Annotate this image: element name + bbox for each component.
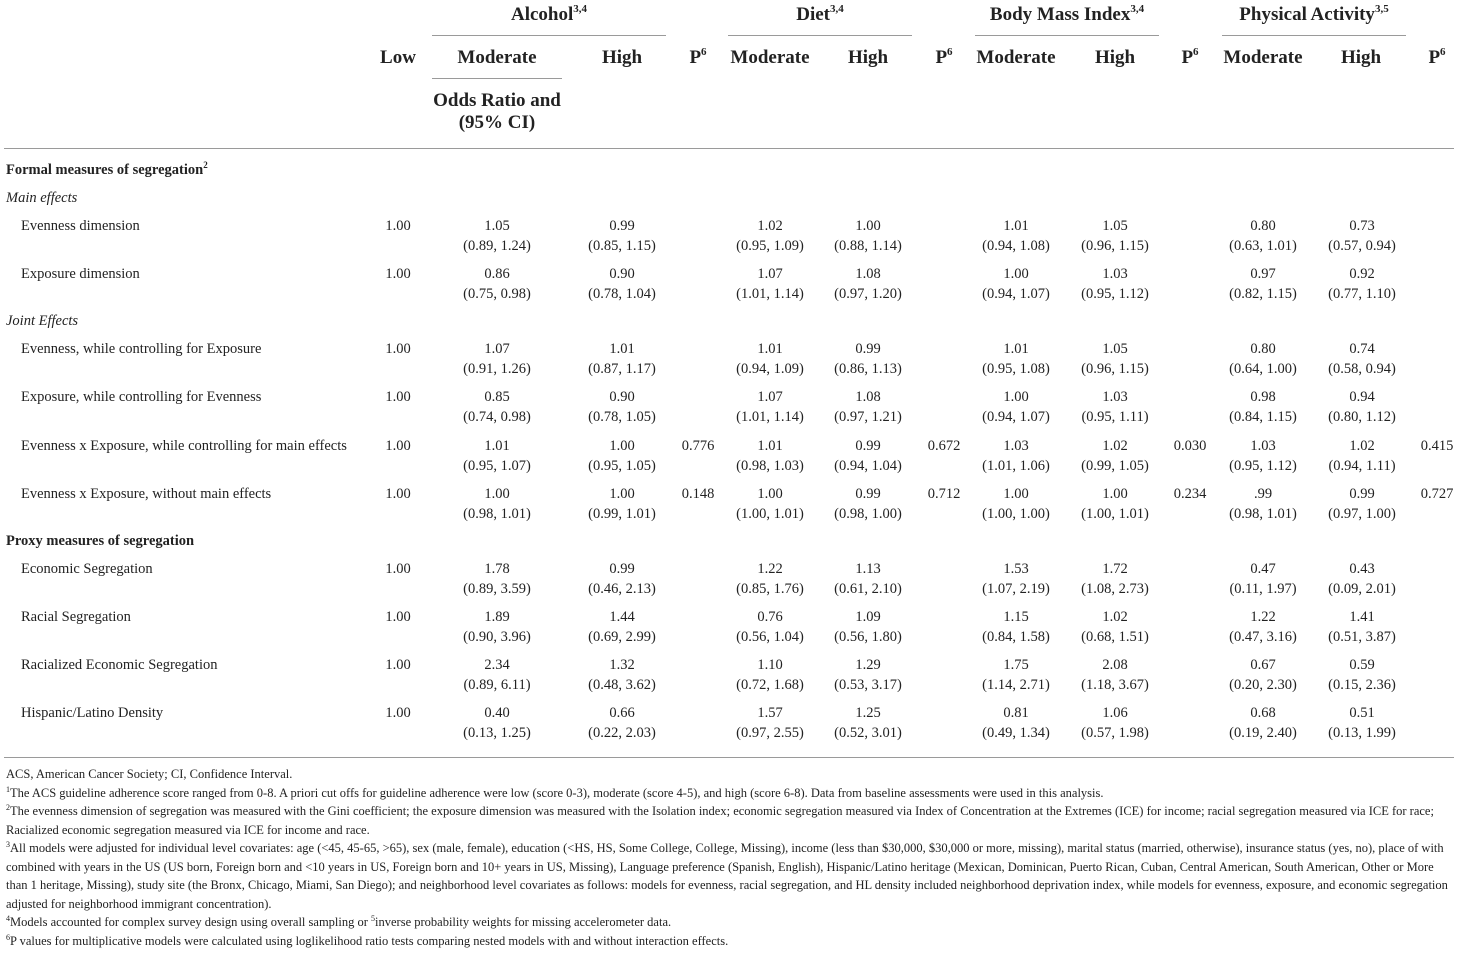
col-header-alcohol-moderate: Moderate <box>457 47 537 68</box>
cell-estimate: 1.09 <box>855 609 881 625</box>
cell-estimate: 1.00 <box>609 438 635 454</box>
cell-estimate: 0.90 <box>609 266 635 282</box>
cell-estimate: 1.22 <box>1250 609 1276 625</box>
col-header-bmi-moderate: Moderate <box>976 47 1056 68</box>
cell-estimate: 1.13 <box>855 561 881 577</box>
cell-estimate: 1.01 <box>1003 341 1029 357</box>
cell-estimate: 1.02 <box>1349 438 1375 454</box>
subsection-joint-effects: Joint Effects <box>6 313 79 329</box>
group-header-bmi: Body Mass Index$^{3,4}$ <box>989 3 1145 25</box>
cell-ci: (0.72, 1.68) <box>736 677 804 693</box>
cell-estimate: 1.03 <box>1102 389 1128 405</box>
cell-estimate: 1.00 <box>855 218 881 234</box>
cell-ci: (0.97, 1.20) <box>834 286 902 302</box>
cell-ci: (0.74, 0.98) <box>463 409 531 425</box>
cell-estimate: 1.02 <box>1102 609 1128 625</box>
cell-estimate: 0.47 <box>1250 561 1276 577</box>
cell-low: 1.00 <box>385 389 411 405</box>
cell-ci: (0.95, 1.09) <box>736 238 804 254</box>
cell-estimate: 0.73 <box>1349 218 1375 234</box>
cell-estimate: 1.00 <box>1102 486 1128 502</box>
cell-ci: (0.95, 1.07) <box>463 458 531 474</box>
cell-ci: (0.90, 3.96) <box>463 629 531 645</box>
cell-estimate: 1.05 <box>1102 341 1128 357</box>
footnote-6: $^6$P values for multiplicative models were calculated using loglikelihood ratio tests comparing nested models with and without interaction effects. <box>6 932 729 948</box>
cell-estimate: 0.99 <box>855 341 881 357</box>
cell-estimate: 0.80 <box>1250 218 1276 234</box>
cell-estimate: 1.44 <box>609 609 635 625</box>
cell-ci: (0.13, 1.99) <box>1328 725 1396 741</box>
row-label: Evenness, while controlling for Exposure <box>21 341 262 357</box>
cell-estimate: 1.72 <box>1102 561 1128 577</box>
cell-p-value: 0.234 <box>1173 486 1207 502</box>
cell-low: 1.00 <box>385 561 411 577</box>
cell-ci: (0.89, 3.59) <box>463 581 531 597</box>
cell-ci: (0.09, 2.01) <box>1328 581 1396 597</box>
cell-estimate: 1.00 <box>1003 389 1029 405</box>
cell-ci: (0.58, 0.94) <box>1328 361 1396 377</box>
cell-estimate: 1.05 <box>1102 218 1128 234</box>
cell-ci: (0.94, 1.04) <box>834 458 902 474</box>
cell-ci: (0.96, 1.15) <box>1081 238 1149 254</box>
cell-low: 1.00 <box>385 657 411 673</box>
group-header-physical-activity: Physical Activity$^{3,5}$ <box>1239 3 1389 25</box>
group-rule-bmi <box>975 35 1159 36</box>
cell-ci: (1.01, 1.14) <box>736 409 804 425</box>
cell-estimate: 0.76 <box>757 609 783 625</box>
row-label: Exposure dimension <box>21 266 140 282</box>
cell-estimate: 0.98 <box>1250 389 1276 405</box>
cell-estimate: 1.00 <box>484 486 510 502</box>
cell-low: 1.00 <box>385 341 411 357</box>
cell-estimate: 1.05 <box>484 218 510 234</box>
footnote-abbrev: ACS, American Cancer Society; CI, Confidence Interval. <box>6 767 293 781</box>
cell-estimate: 1.15 <box>1003 609 1029 625</box>
col-header-alcohol-high: High <box>601 47 643 68</box>
cell-estimate: .99 <box>1253 486 1273 502</box>
cell-estimate: 1.07 <box>484 341 510 357</box>
cell-estimate: 1.41 <box>1349 609 1375 625</box>
footnote-4: $^4$Models accounted for complex survey design using overall sampling or $^5$inverse probability weights for missing accelerometer data. <box>6 914 672 929</box>
cell-ci: (0.88, 1.14) <box>834 238 902 254</box>
cell-ci: (0.97, 1.00) <box>1328 506 1396 522</box>
cell-estimate: 0.99 <box>855 438 881 454</box>
cell-ci: (0.78, 1.04) <box>588 286 656 302</box>
cell-estimate: 1.02 <box>1102 438 1128 454</box>
row-label: Exposure, while controlling for Evenness <box>21 389 262 405</box>
cell-estimate: 0.94 <box>1349 389 1375 405</box>
cell-ci: (0.94, 1.07) <box>982 409 1050 425</box>
cell-estimate: 1.00 <box>609 486 635 502</box>
col-header-alcohol-p: $P^6$ <box>689 46 707 68</box>
cell-estimate: 2.08 <box>1102 657 1128 673</box>
cell-ci: (0.95, 1.12) <box>1229 458 1297 474</box>
header-bottom-rule <box>4 148 1454 149</box>
cell-p-value: 0.148 <box>681 486 715 502</box>
cell-ci: (0.11, 1.97) <box>1229 581 1297 597</box>
cell-ci: (0.15, 2.36) <box>1328 677 1396 693</box>
cell-ci: (0.86, 1.13) <box>834 361 902 377</box>
cell-ci: (0.77, 1.10) <box>1328 286 1396 302</box>
cell-estimate: 0.99 <box>855 486 881 502</box>
group-header-diet: Diet$^{3,4}$ <box>796 3 844 25</box>
group-rule-alcohol <box>432 35 666 36</box>
footnote-2: $^2$The evenness dimension of segregation was measured with the Gini coefficient; the exposure dimension was measured with the Isolation index; economic segregation measured via Index of Concentration at the Extremes (ICE) for income; racial segregation measured via ICE for race; Racialized economic segregation measured via ICE for income and race. <box>6 803 1434 837</box>
cell-estimate: 0.97 <box>1250 266 1276 282</box>
cell-low: 1.00 <box>385 486 411 502</box>
col-header-pa-moderate: Moderate <box>1223 47 1303 68</box>
cell-ci: (0.98, 1.03) <box>736 458 804 474</box>
cell-ci: (1.00, 1.01) <box>736 506 804 522</box>
cell-estimate: 1.25 <box>855 705 881 721</box>
cell-estimate: 0.40 <box>484 705 510 721</box>
cell-ci: (0.95, 1.08) <box>982 361 1050 377</box>
cell-estimate: 1.10 <box>757 657 783 673</box>
cell-ci: (0.89, 6.11) <box>463 677 531 693</box>
cell-estimate: 0.74 <box>1349 341 1375 357</box>
table-bottom-rule <box>4 757 1454 758</box>
cell-estimate: 0.66 <box>609 705 635 721</box>
group-rule-diet <box>728 35 912 36</box>
cell-estimate: 0.43 <box>1349 561 1375 577</box>
cell-ci: (0.89, 1.24) <box>463 238 531 254</box>
cell-p-value: 0.776 <box>681 438 715 454</box>
row-label: Hispanic/Latino Density <box>21 705 164 721</box>
cell-estimate: 1.00 <box>1003 266 1029 282</box>
cell-ci: (1.01, 1.14) <box>736 286 804 302</box>
row-label: Evenness dimension <box>21 218 140 234</box>
cell-ci: (0.22, 2.03) <box>588 725 656 741</box>
col-header-bmi-high: High <box>1094 47 1136 68</box>
cell-ci: (0.63, 1.01) <box>1229 238 1297 254</box>
cell-estimate: 1.02 <box>757 218 783 234</box>
cell-estimate: 0.90 <box>609 389 635 405</box>
cell-estimate: 1.08 <box>855 266 881 282</box>
cell-ci: (0.97, 2.55) <box>736 725 804 741</box>
cell-low: 1.00 <box>385 705 411 721</box>
cell-ci: (0.84, 1.58) <box>982 629 1050 645</box>
cell-estimate: 1.01 <box>757 341 783 357</box>
cell-ci: (0.99, 1.01) <box>588 506 656 522</box>
cell-estimate: 0.51 <box>1349 705 1375 721</box>
col-header-low: Low <box>380 47 416 68</box>
subsection-main-effects: Main effects <box>6 190 78 206</box>
cell-ci: (0.94, 1.08) <box>982 238 1050 254</box>
col-header-pa-high: High <box>1340 47 1382 68</box>
cell-ci: (0.78, 1.05) <box>588 409 656 425</box>
cell-ci: (0.20, 2.30) <box>1229 677 1297 693</box>
cell-estimate: 1.22 <box>757 561 783 577</box>
cell-ci: (0.49, 1.34) <box>982 725 1050 741</box>
cell-low: 1.00 <box>385 266 411 282</box>
cell-ci: (0.48, 3.62) <box>588 677 656 693</box>
cell-ci: (1.01, 1.06) <box>982 458 1050 474</box>
col-header-pa-p: $P^6$ <box>1428 46 1446 68</box>
col-header-bmi-p: $P^6$ <box>1181 46 1199 68</box>
cell-estimate: 0.81 <box>1003 705 1029 721</box>
cell-ci: (0.85, 1.76) <box>736 581 804 597</box>
cell-ci: (0.94, 1.11) <box>1328 458 1396 474</box>
cell-ci: (0.56, 1.04) <box>736 629 804 645</box>
row-label: Economic Segregation <box>21 561 153 577</box>
cell-estimate: 1.57 <box>757 705 783 721</box>
cell-estimate: 0.68 <box>1250 705 1276 721</box>
row-label: Evenness x Exposure, while controlling for main effects <box>21 438 347 454</box>
group-header-alcohol: Alcohol$^{3,4}$ <box>510 3 588 25</box>
cell-estimate: 1.89 <box>484 609 510 625</box>
cell-estimate: 0.59 <box>1349 657 1375 673</box>
cell-ci: (0.97, 1.21) <box>834 409 902 425</box>
cell-ci: (0.85, 1.15) <box>588 238 656 254</box>
row-label: Evenness x Exposure, without main effects <box>21 486 272 502</box>
cell-estimate: 1.07 <box>757 266 783 282</box>
cell-ci: (0.47, 3.16) <box>1229 629 1297 645</box>
cell-ci: (1.08, 2.73) <box>1081 581 1149 597</box>
cell-p-value: 0.727 <box>1420 486 1454 502</box>
cell-estimate: 1.01 <box>609 341 635 357</box>
cell-ci: (1.00, 1.01) <box>1081 506 1149 522</box>
section-proxy-measures: Proxy measures of segregation <box>6 533 195 549</box>
cell-estimate: 1.01 <box>484 438 510 454</box>
moderate-rule <box>432 78 562 79</box>
cell-estimate: 1.00 <box>757 486 783 502</box>
cell-estimate: 1.75 <box>1003 657 1029 673</box>
cell-p-value: 0.672 <box>927 438 961 454</box>
cell-ci: (0.99, 1.05) <box>1081 458 1149 474</box>
cell-estimate: 1.78 <box>484 561 510 577</box>
cell-ci: (0.98, 1.00) <box>834 506 902 522</box>
cell-ci: (0.46, 2.13) <box>588 581 656 597</box>
group-rule-physical-activity <box>1222 35 1406 36</box>
cell-estimate: 1.32 <box>609 657 635 673</box>
cell-estimate: 1.01 <box>757 438 783 454</box>
cell-low: 1.00 <box>385 438 411 454</box>
cell-ci: (0.84, 1.15) <box>1229 409 1297 425</box>
cell-ci: (0.91, 1.26) <box>463 361 531 377</box>
cell-estimate: 0.99 <box>609 218 635 234</box>
footnotes <box>6 765 1456 950</box>
cell-estimate: 1.03 <box>1102 266 1128 282</box>
cell-estimate: 1.00 <box>1003 486 1029 502</box>
cell-ci: (0.69, 2.99) <box>588 629 656 645</box>
cell-estimate: 1.07 <box>757 389 783 405</box>
cell-estimate: 1.03 <box>1250 438 1276 454</box>
col-header-diet-p: $P^6$ <box>935 46 953 68</box>
cell-ci: (0.94, 1.09) <box>736 361 804 377</box>
cell-ci: (0.94, 1.07) <box>982 286 1050 302</box>
cell-estimate: 1.29 <box>855 657 881 673</box>
col-header-diet-moderate: Moderate <box>730 47 810 68</box>
cell-ci: (0.51, 3.87) <box>1328 629 1396 645</box>
row-label: Racialized Economic Segregation <box>21 657 218 673</box>
cell-ci: (0.95, 1.11) <box>1081 409 1149 425</box>
cell-estimate: 0.92 <box>1349 266 1375 282</box>
cell-ci: (0.82, 1.15) <box>1229 286 1297 302</box>
cell-ci: (1.14, 2.71) <box>982 677 1050 693</box>
cell-ci: (0.68, 1.51) <box>1081 629 1149 645</box>
cell-estimate: 0.99 <box>609 561 635 577</box>
cell-ci: (0.61, 2.10) <box>834 581 902 597</box>
cell-p-value: 0.415 <box>1420 438 1454 454</box>
cell-ci: (0.57, 1.98) <box>1081 725 1149 741</box>
cell-ci: (0.75, 0.98) <box>463 286 531 302</box>
cell-estimate: 1.06 <box>1102 705 1128 721</box>
cell-estimate: 1.01 <box>1003 218 1029 234</box>
col-header-diet-high: High <box>847 47 889 68</box>
row-label: Racial Segregation <box>21 609 131 625</box>
cell-ci: (0.19, 2.40) <box>1229 725 1297 741</box>
cell-estimate: 1.03 <box>1003 438 1029 454</box>
cell-ci: (0.98, 1.01) <box>463 506 531 522</box>
footnote-3: $^3$All models were adjusted for individual level covariates: age (<45, 45-65, >65), sex (male, female), education (<HS, HS, Some College, College, Missing), income (less than $30,000, $30,000 or more, missing), marital status (married, otherwise), insurance status (yes, no), place of with combined with years in the US (US born, Foreign born and <10 years in US, Foreign born and 10+ years in US, Missing), Language preference (Spanish, English), Hispanic/Latino heritage (Mexican, Dominican, Puerto Rican, Cuban, Central American, South American, Other or More than 1 heritage, Missing), study site (the Bronx, Chicago, Miami, San Diego); and neighborhood level covariates as follows: models for evenness, racial segregation, and HL density included neighborhood deprivation index, while models for evenness, exposure, and economic segregation adjusted for neighborhood immigrant concentration). <box>6 840 1448 911</box>
cell-estimate: 0.99 <box>1349 486 1375 502</box>
cell-low: 1.00 <box>385 609 411 625</box>
cell-estimate: 0.67 <box>1250 657 1276 673</box>
cell-low: 1.00 <box>385 218 411 234</box>
cell-estimate: 0.85 <box>484 389 510 405</box>
cell-ci: (0.13, 1.25) <box>463 725 531 741</box>
cell-p-value: 0.030 <box>1173 438 1207 454</box>
cell-ci: (1.00, 1.00) <box>982 506 1050 522</box>
cell-ci: (0.53, 3.17) <box>834 677 902 693</box>
cell-ci: (0.95, 1.05) <box>588 458 656 474</box>
cell-estimate: 1.53 <box>1003 561 1029 577</box>
cell-ci: (0.98, 1.01) <box>1229 506 1297 522</box>
cell-ci: (0.64, 1.00) <box>1229 361 1297 377</box>
cell-estimate: 0.86 <box>484 266 510 282</box>
cell-estimate: 0.80 <box>1250 341 1276 357</box>
footnote-1: $^1$The ACS guideline adherence score ranged from 0-8. A priori cut offs for guideline adherence were low (score 0-3), moderate (score 4-5), and high (score 6-8). Data from baseline assessments were used in this analysis. <box>6 784 1104 800</box>
cell-estimate: 1.08 <box>855 389 881 405</box>
cell-ci: (0.57, 0.94) <box>1328 238 1396 254</box>
odds-ratio-label: Odds Ratio and (95% CI) <box>433 90 561 133</box>
section-formal-measures: Formal measures of segregation$^2$ <box>6 160 208 178</box>
cell-ci: (0.80, 1.12) <box>1328 409 1396 425</box>
cell-ci: (0.95, 1.12) <box>1081 286 1149 302</box>
cell-ci: (0.96, 1.15) <box>1081 361 1149 377</box>
cell-ci: (1.07, 2.19) <box>982 581 1050 597</box>
cell-ci: (0.87, 1.17) <box>588 361 656 377</box>
cell-ci: (0.52, 3.01) <box>834 725 902 741</box>
cell-p-value: 0.712 <box>927 486 961 502</box>
cell-ci: (0.56, 1.80) <box>834 629 902 645</box>
cell-ci: (1.18, 3.67) <box>1081 677 1149 693</box>
cell-estimate: 2.34 <box>484 657 510 673</box>
